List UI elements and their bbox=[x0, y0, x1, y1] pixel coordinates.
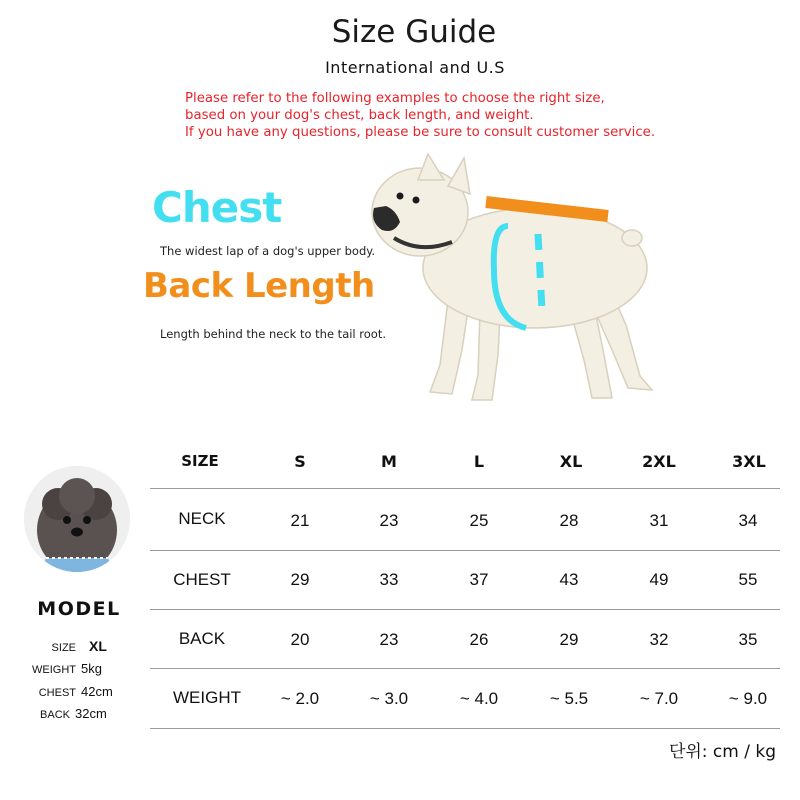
row-label-back: BACK bbox=[178, 629, 226, 648]
model-value: 42cm bbox=[81, 684, 113, 699]
table-cell: 23 bbox=[379, 630, 399, 649]
dog-illustration bbox=[360, 150, 680, 405]
size-header: S bbox=[294, 452, 306, 471]
table-divider bbox=[150, 488, 780, 489]
table-cell: ~ 7.0 bbox=[639, 689, 679, 708]
model-row-size bbox=[40, 638, 107, 654]
table-cell: 49 bbox=[649, 570, 669, 589]
row-label-weight: WEIGHT bbox=[173, 688, 241, 707]
note-line: based on your dog's chest, back length, and weight. bbox=[185, 108, 534, 123]
table-cell: 28 bbox=[559, 511, 579, 530]
table-cell: 21 bbox=[290, 511, 310, 530]
model-key: CHEST bbox=[38, 687, 76, 699]
table-cell: 20 bbox=[290, 630, 310, 649]
model-dog-photo bbox=[24, 466, 130, 572]
note-line: If you have any questions, please be sure to consult customer service. bbox=[185, 125, 656, 140]
table-cell: 37 bbox=[469, 570, 489, 589]
model-value: 5kg bbox=[81, 661, 102, 676]
page-title: Size Guide bbox=[331, 14, 497, 50]
size-header: M bbox=[381, 452, 397, 471]
table-cell: 23 bbox=[379, 511, 399, 530]
model-title: MODEL bbox=[37, 598, 121, 620]
model-row-back bbox=[22, 706, 107, 721]
row-label-neck: NECK bbox=[178, 509, 226, 528]
table-cell: 55 bbox=[738, 570, 758, 589]
table-cell: 25 bbox=[469, 511, 489, 530]
table-cell: ~ 3.0 bbox=[369, 689, 409, 708]
table-divider bbox=[150, 609, 780, 610]
table-divider bbox=[150, 668, 780, 669]
model-row-chest bbox=[22, 684, 113, 699]
model-key: BACK bbox=[40, 709, 70, 721]
dog-avatar-icon bbox=[24, 466, 130, 572]
table-cell: ~ 2.0 bbox=[280, 689, 320, 708]
table-cell: 34 bbox=[738, 511, 758, 530]
chest-heading: Chest bbox=[152, 183, 282, 232]
size-header: 2XL bbox=[642, 452, 676, 471]
instruction-notes bbox=[185, 90, 655, 141]
size-header: XL bbox=[559, 452, 583, 471]
model-value: 32cm bbox=[75, 706, 107, 721]
table-cell: ~ 4.0 bbox=[459, 689, 499, 708]
page-subtitle: International and U.S bbox=[325, 58, 505, 77]
table-cell: 32 bbox=[649, 630, 669, 649]
table-cell: ~ 5.5 bbox=[549, 689, 589, 708]
table-cell: 26 bbox=[469, 630, 489, 649]
table-divider bbox=[150, 728, 780, 729]
table-cell: 29 bbox=[559, 630, 579, 649]
table-cell: 31 bbox=[649, 511, 669, 530]
chest-description: The widest lap of a dog's upper body. bbox=[160, 244, 376, 258]
back-length-heading: Back Length bbox=[143, 266, 375, 306]
table-divider bbox=[150, 550, 780, 551]
size-header: 3XL bbox=[732, 452, 766, 471]
unit-label: 단위: cm / kg bbox=[668, 742, 776, 762]
size-header: L bbox=[473, 452, 485, 471]
table-cell: 29 bbox=[290, 570, 310, 589]
back-length-description: Length behind the neck to the tail root. bbox=[160, 327, 386, 341]
note-line: Please refer to the following examples to choose the right size, bbox=[185, 91, 605, 106]
table-cell: 43 bbox=[559, 570, 579, 589]
model-key: WEIGHT bbox=[32, 664, 76, 676]
model-key: SIZE bbox=[51, 642, 76, 654]
table-cell: ~ 9.0 bbox=[728, 689, 768, 708]
row-label-chest: CHEST bbox=[173, 570, 231, 589]
table-corner-label: SIZE bbox=[181, 452, 219, 470]
model-row-weight bbox=[22, 661, 102, 676]
model-value: XL bbox=[89, 638, 107, 654]
table-cell: 35 bbox=[738, 630, 758, 649]
table-cell: 33 bbox=[379, 570, 399, 589]
